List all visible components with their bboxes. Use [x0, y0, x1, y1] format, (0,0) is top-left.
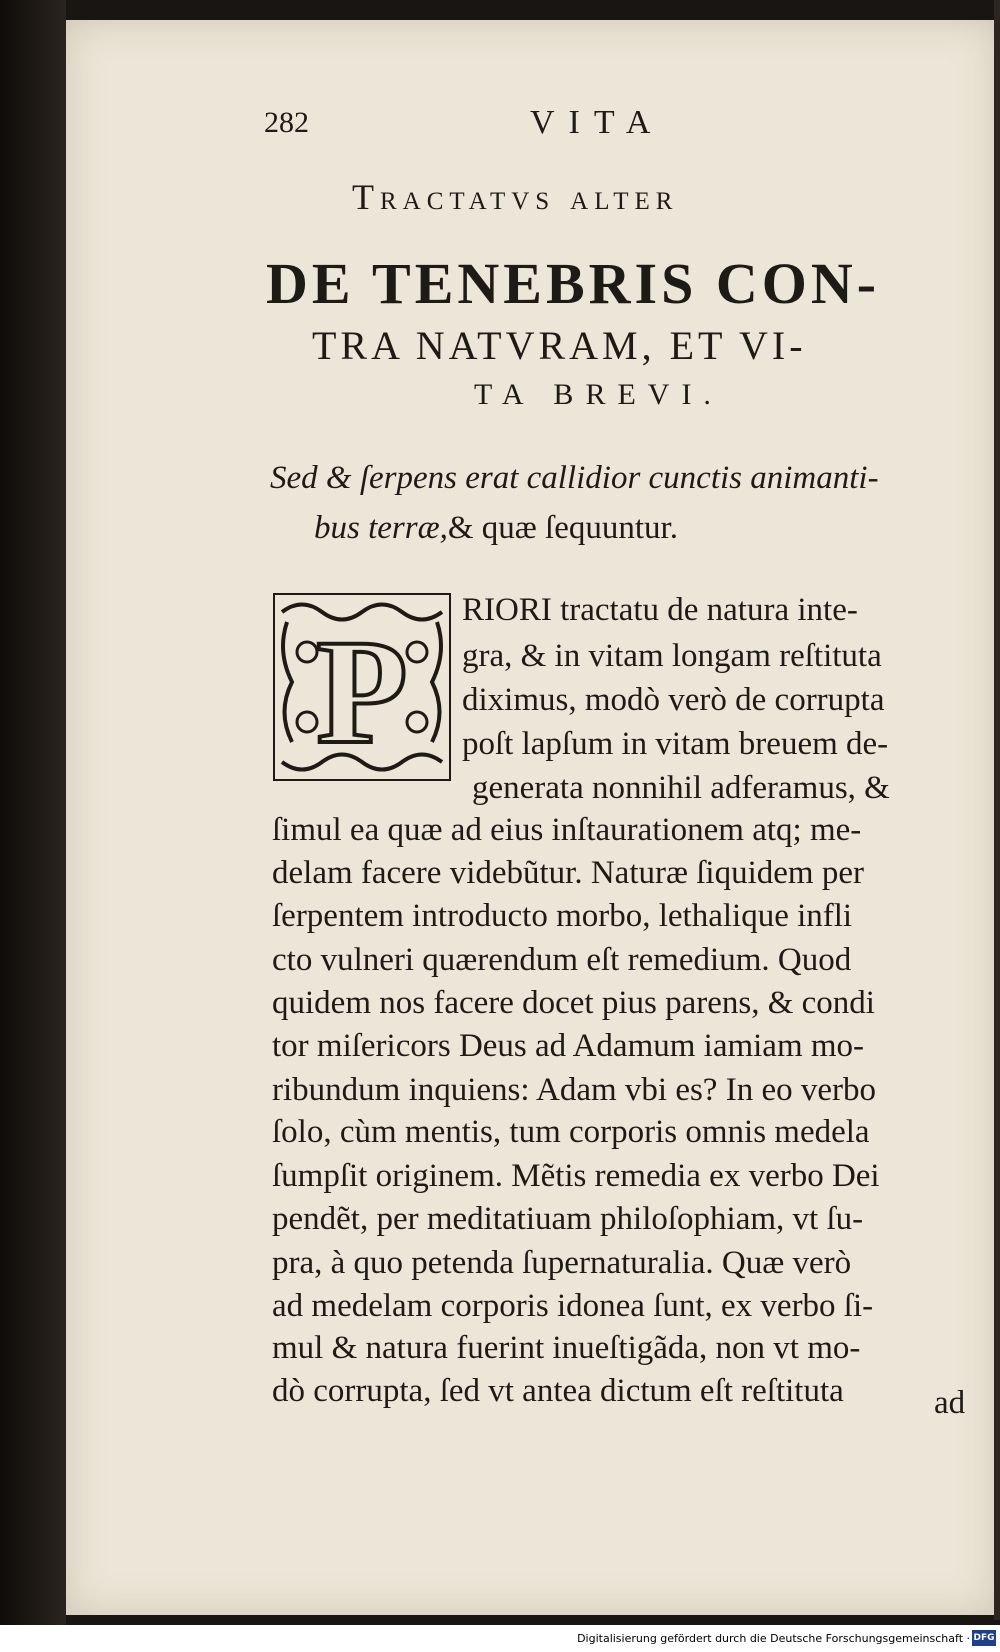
epigraph-line-1: Sed & ſerpens erat callidior cunctis animanti- [270, 460, 879, 496]
catchword: ad [934, 1385, 966, 1421]
body-line: pendẽt, per meditatiuam philoſophiam, vt ſu- [272, 1201, 864, 1237]
epigraph-line-2 [314, 510, 678, 547]
page-number: 282 [264, 106, 309, 139]
body-line: diximus, modò verò de corrupta [462, 682, 885, 718]
title-line-4: TA BREVI. [474, 378, 723, 411]
body-line: ſerpentem introducto morbo, lethalique infli [272, 898, 853, 934]
body-line: generata nonnihil adferamus, & [472, 770, 890, 806]
body-line: dò corrupta, ſed vt antea dictum eſt reſtituta [272, 1373, 844, 1409]
book-spine-shadow [0, 0, 66, 1652]
body-line: ad medelam corporis idonea ſunt, ex verbo ſi- [272, 1288, 874, 1324]
body-line: ſolo, cùm mentis, tum corporis omnis medela [272, 1114, 870, 1150]
body-line: ſimul ea quæ ad eius inſtaurationem atq; me- [272, 812, 862, 848]
body-line: tor miſericors Deus ad Adamum iamiam mo- [272, 1028, 865, 1064]
body-line: mul & natura fuerint inueſtigãda, non vt mo- [272, 1330, 861, 1366]
dropcap-letter: P [316, 609, 408, 775]
body-line: cto vulneri quærendum eſt remedium. Quod [272, 942, 852, 978]
title-line-3: TRA NATVRAM, ET VI- [312, 323, 807, 368]
body-line: quidem nos facere docet pius parens, & condi [272, 985, 875, 1021]
dfg-logo-icon: DFG [972, 1630, 996, 1646]
epigraph-roman-part: & quæ ſequuntur. [447, 510, 678, 546]
body-line: gra, & in vitam longam reſtituta [462, 638, 882, 674]
body-line: RIORI tractatu de natura inte- [462, 592, 858, 628]
body-line: delam facere videbũtur. Naturæ ſiquidem per [272, 855, 864, 891]
digitization-credit: Digitalisierung gefördert durch die Deutsche Forschungsgemeinschaft · [577, 1632, 970, 1645]
ornamental-dropcap-icon [272, 592, 452, 782]
body-line: ſumpſit originem. Mẽtis remedia ex verbo Dei [272, 1158, 880, 1194]
epigraph-italic-part: bus terræ, [314, 510, 448, 546]
body-line: poſt lapſum in vitam breuem de- [462, 726, 889, 762]
title-line-1: Tractatvs alter [352, 177, 679, 217]
page-edge [994, 0, 1000, 1620]
title-line-2: DE TENEBRIS CON- [266, 251, 881, 316]
body-line: pra, à quo petenda ſupernaturalia. Quæ verò [272, 1245, 852, 1281]
running-head: VITA [530, 104, 665, 141]
body-line: ribundum inquiens: Adam vbi es? In eo verbo [272, 1072, 876, 1108]
